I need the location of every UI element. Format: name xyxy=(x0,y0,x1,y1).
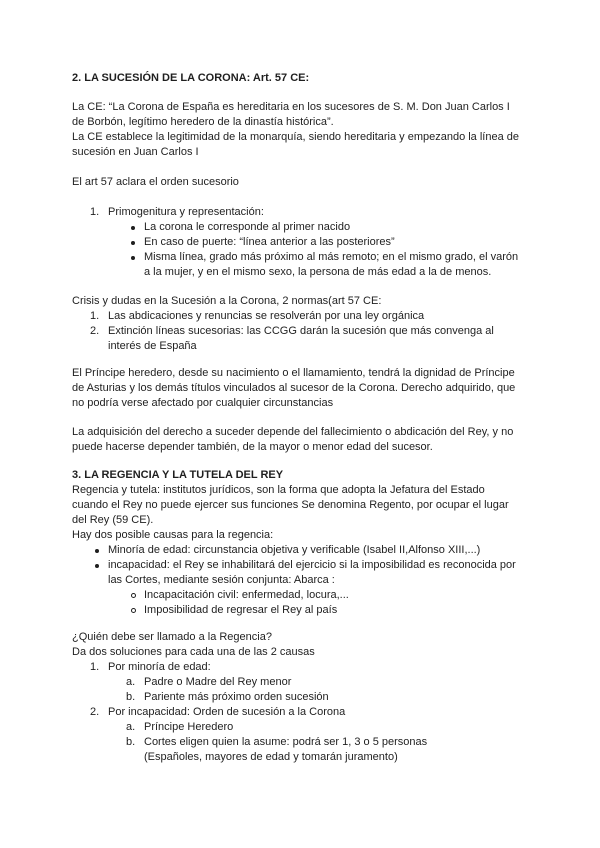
list-item-title: Por incapacidad: Orden de sucesión a la Corona xyxy=(108,706,346,718)
paragraph-line: puede hacerse depender también, de la mayor o menor edad del sucesor. xyxy=(72,441,433,453)
list-marker: 1. xyxy=(90,310,100,322)
paragraph-line: Da dos soluciones para cada una de las 2 causas xyxy=(72,646,315,658)
list-item: Extinción líneas sucesorias: las CCGG darán la sucesión que más convenga al xyxy=(108,325,494,337)
list-marker: 2. xyxy=(90,706,100,718)
paragraph-line: El Príncipe heredero, desde su nacimiento o el llamamiento, tendrá la dignidad de Príncipe xyxy=(72,367,515,379)
bullet-icon xyxy=(131,256,135,260)
sub-list-item: Padre o Madre del Rey menor xyxy=(144,676,292,688)
list-item: incapacidad: el Rey se inhabilitará del ejercicio si la imposibilidad es reconocida por xyxy=(108,559,516,571)
list-item: a la mujer, y en el mismo sexo, la persona de más edad a la de menos. xyxy=(144,266,492,278)
bullet-icon xyxy=(131,226,135,230)
question-line: ¿Quién debe ser llamado a la Regencia? xyxy=(72,631,272,643)
sub-list-item: Príncipe Heredero xyxy=(144,721,234,733)
paragraph-line: de Borbón, legítimo heredero de la dinastía histórica”. xyxy=(72,116,334,128)
sub-list-item: Incapacitación civil: enfermedad, locura,... xyxy=(144,589,349,601)
list-item: Minoría de edad: circunstancia objetiva y verificable (Isabel II,Alfonso XIII,...) xyxy=(108,544,481,556)
bullet-icon xyxy=(131,241,135,245)
list-item: interés de España xyxy=(108,340,197,352)
paragraph-line: Crisis y dudas en la Sucesión a la Corona, 2 normas(art 57 CE: xyxy=(72,295,382,307)
list-item: Misma línea, grado más próximo al más remoto; en el mismo grado, el varón xyxy=(144,251,519,263)
bullet-icon xyxy=(95,549,99,553)
paragraph-line: El art 57 aclara el orden sucesorio xyxy=(72,176,239,188)
paragraph-line: La CE: “La Corona de España es hereditaria en los sucesores de S. M. Don Juan Carlos I xyxy=(72,101,510,113)
list-item: Las abdicaciones y renuncias se resolverán por una ley orgánica xyxy=(108,310,425,322)
sub-list-item: Cortes eligen quien la asume: podrá ser 1, 3 o 5 personas xyxy=(144,736,428,748)
list-item: En caso de puerte: “línea anterior a las posteriores” xyxy=(144,236,395,248)
list-marker: a. xyxy=(126,721,136,733)
paragraph-line: La CE establece la legitimidad de la monarquía, siendo hereditaria y empezando la línea de xyxy=(72,131,520,143)
list-marker: 2. xyxy=(90,325,100,337)
list-marker: b. xyxy=(126,691,136,703)
list-marker: 1. xyxy=(90,661,100,673)
list-item: La corona le corresponde al primer nacido xyxy=(144,221,351,233)
sub-list-item: Pariente más próximo orden sucesión xyxy=(144,691,329,703)
list-item: las Cortes, mediante sesión conjunta: Abarca : xyxy=(108,574,335,586)
paragraph-line: Regencia y tutela: institutos jurídicos, son la forma que adopta la Jefatura del Estado xyxy=(72,484,485,496)
sub-list-item: (Españoles, mayores de edad y tomarán juramento) xyxy=(144,751,398,763)
paragraph-line: cuando el Rey no puede ejercer sus funciones Se denomina Regento, por ocupar el lugar xyxy=(72,499,509,511)
paragraph-line: Hay dos posible causas para la regencia: xyxy=(72,529,274,541)
section-2-heading: 2. LA SUCESIÓN DE LA CORONA: Art. 57 CE: xyxy=(72,72,310,84)
list-marker: 1. xyxy=(90,206,100,218)
list-item-title: Primogenitura y representación: xyxy=(108,206,264,218)
paragraph-line: sucesión en Juan Carlos I xyxy=(72,146,199,158)
section-3-heading: 3. LA REGENCIA Y LA TUTELA DEL REY xyxy=(72,469,284,481)
paragraph-line: de Asturias y los demás títulos vinculados al sucesor de la Corona. Derecho adquirido, que xyxy=(72,382,516,394)
paragraph-line: no podría verse afectado por cualquier circunstancias xyxy=(72,397,334,409)
list-marker: b. xyxy=(126,736,136,748)
hollow-bullet-icon xyxy=(131,608,136,613)
hollow-bullet-icon xyxy=(131,593,136,598)
list-marker: a. xyxy=(126,676,136,688)
list-item-title: Por minoría de edad: xyxy=(108,661,211,673)
bullet-icon xyxy=(95,564,99,568)
sub-list-item: Imposibilidad de regresar el Rey al país xyxy=(144,604,338,616)
paragraph-line: La adquisición del derecho a suceder depende del fallecimiento o abdicación del Rey, y no xyxy=(72,426,514,438)
paragraph-line: del Rey (59 CE). xyxy=(72,514,154,526)
